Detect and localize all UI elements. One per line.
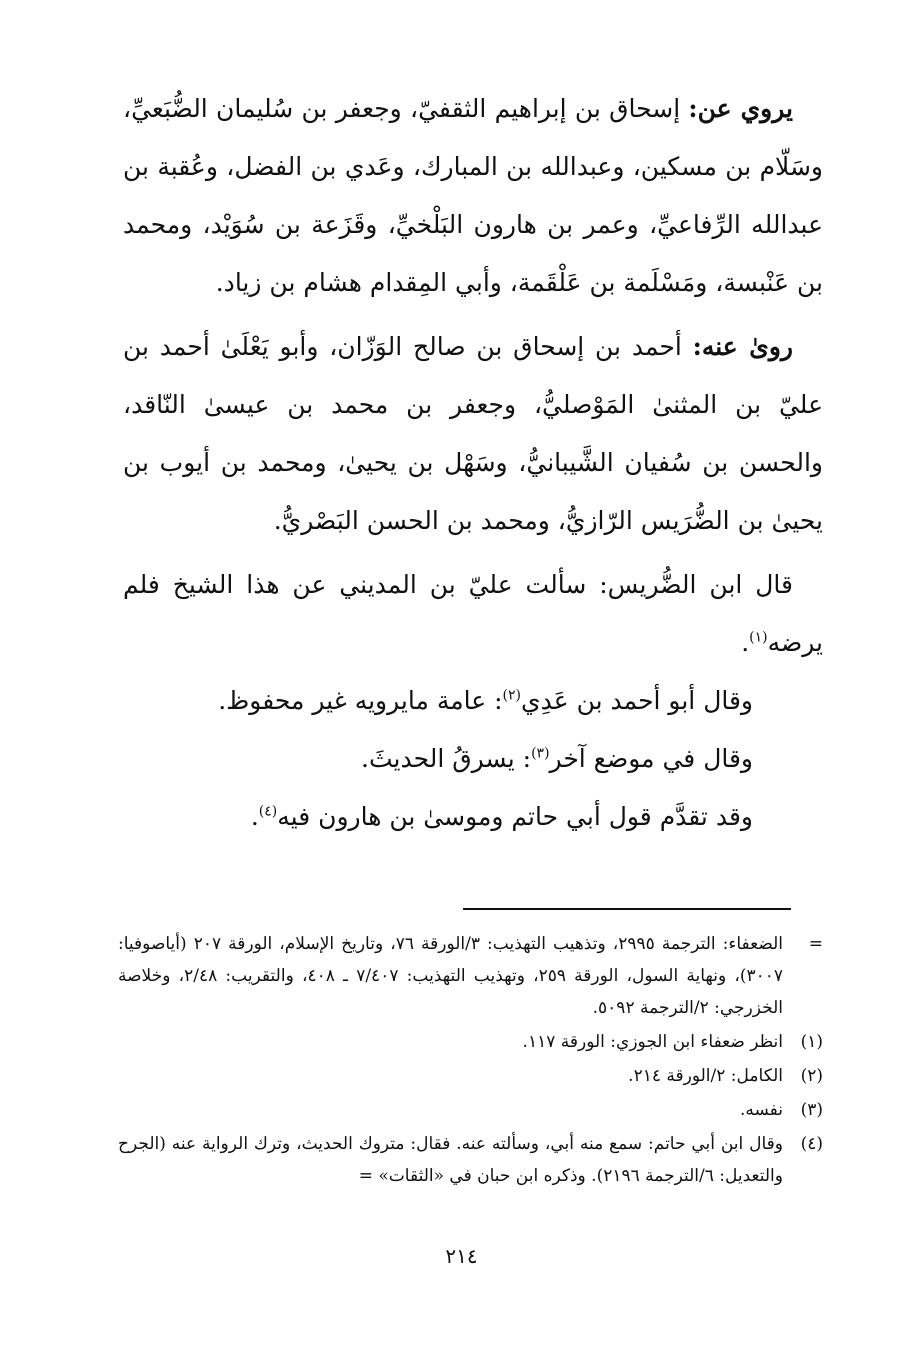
ibn-adi-quote (123, 672, 823, 730)
footnote-text: وقال ابن أبي حاتم: سمع منه أبي، وسألته عنه. فقال: متروك الحديث، وترك الرواية عنه (الجرح والتعديل: ٦/الترجمة ٢١٩٦). وذكره ابن حبان في «الثقات» = (118, 1134, 783, 1186)
narrators-to-paragraph (123, 318, 823, 550)
footnote-continued (118, 928, 823, 1024)
ibn-durays-text: قال ابن الضُّريس: سألت عليّ بن المديني عن هذا الشيخ فلم يرضه (123, 570, 823, 657)
short-quotes (123, 672, 823, 846)
another-place-quote (123, 730, 823, 788)
footnote-2 (118, 1060, 823, 1092)
footnote-ref-1[interactable]: (١) (749, 629, 768, 646)
narrators-from-paragraph (123, 80, 823, 312)
footnote-3 (118, 1094, 823, 1126)
page-number: ٢١٤ (445, 1244, 478, 1268)
footnote-4 (118, 1128, 823, 1192)
footnote-text: الضعفاء: الترجمة ٢٩٩٥، وتذهيب التهذيب: ٣/الورقة ٧٦، وتاريخ الإسلام، الورقة ٢٠٧ (أياصوفيا: ٣٠٠٧)، ونهاية السول، الورقة ٢٥٩، وتهذيب التهذيب: ٧/٤٠٧ ـ ٤٠٨، والتقريب: ٢/٤٨، وخلاصة الخزرجي: ٢/الترجمة ٥٠٩٢. (118, 934, 784, 1018)
previous-mention-end: . (250, 802, 259, 831)
footnote-mark: (٤) (800, 1134, 823, 1154)
another-place-text: وقال في موضع آخر (549, 744, 753, 773)
narrated-by-text: أحمد بن إسحاق بن صالح الوَزّان، وأبو يَعْلَىٰ أحمد بن عليّ بن المثنىٰ المَوْصليُّ، وجعفر بن محمد بن عيسىٰ النّاقد، والحسن بن سُفيان الشَّيبانيُّ، وسَهْل بن يحيىٰ، ومحمد بن أيوب بن يحيىٰ بن الضُّرَيس الرّازيُّ، ومحمد بن الحسن البَصْريُّ. (123, 332, 823, 535)
footnote-ref-2[interactable]: (٢) (502, 687, 522, 704)
main-text (123, 80, 823, 846)
footnote-ref-3[interactable]: (٣) (531, 745, 550, 762)
another-place-text-end: : يسرقُ الحديثَ. (361, 744, 532, 773)
footnote-mark: = (808, 934, 823, 954)
previous-mention-text: وقد تقدَّم قول أبي حاتم وموسىٰ بن هارون فيه (277, 802, 753, 831)
footnote-1 (118, 1026, 823, 1058)
footnote-mark: (٣) (800, 1100, 823, 1120)
ibn-durays-quote (123, 556, 823, 672)
footnotes (118, 928, 823, 1194)
previous-mention (123, 788, 823, 846)
footnote-text: انظر ضعفاء ابن الجوزي: الورقة ١١٧. (522, 1032, 783, 1052)
ibn-adi-text-end: : عامة مايرويه غير محفوظ. (218, 686, 503, 715)
narrated-by-label: روىٰ عنه: (692, 332, 793, 361)
ibn-adi-text: وقال أبو أحمد بن عَدِي (521, 686, 753, 715)
footnote-ref-4[interactable]: (٤) (258, 803, 278, 820)
narrates-from-label: يروي عن: (688, 94, 793, 123)
footnote-mark: (١) (800, 1032, 823, 1052)
ibn-durays-end: . (741, 628, 750, 657)
footnote-mark: (٢) (800, 1066, 823, 1086)
narrates-from-text: إسحاق بن إبراهيم الثقفيّ، وجعفر بن سُليمان الضُّبَعيِّ، وسَلّام بن مسكين، وعبدالله بن المبارك، وعَدي بن الفضل، وعُقبة بن عبدالله الرِّفاعيِّ، وعمر بن هارون البَلْخيِّ، وقَزَعة بن سُوَيْد، ومحمد بن عَنْبسة، ومَسْلَمة بن عَلْقَمة، وأبي المِقدام هشام بن زياد. (123, 94, 823, 297)
footnote-divider (463, 908, 791, 910)
footnote-text: نفسه. (739, 1100, 783, 1120)
footnote-text: الكامل: ٢/الورقة ٢١٤. (628, 1066, 783, 1086)
